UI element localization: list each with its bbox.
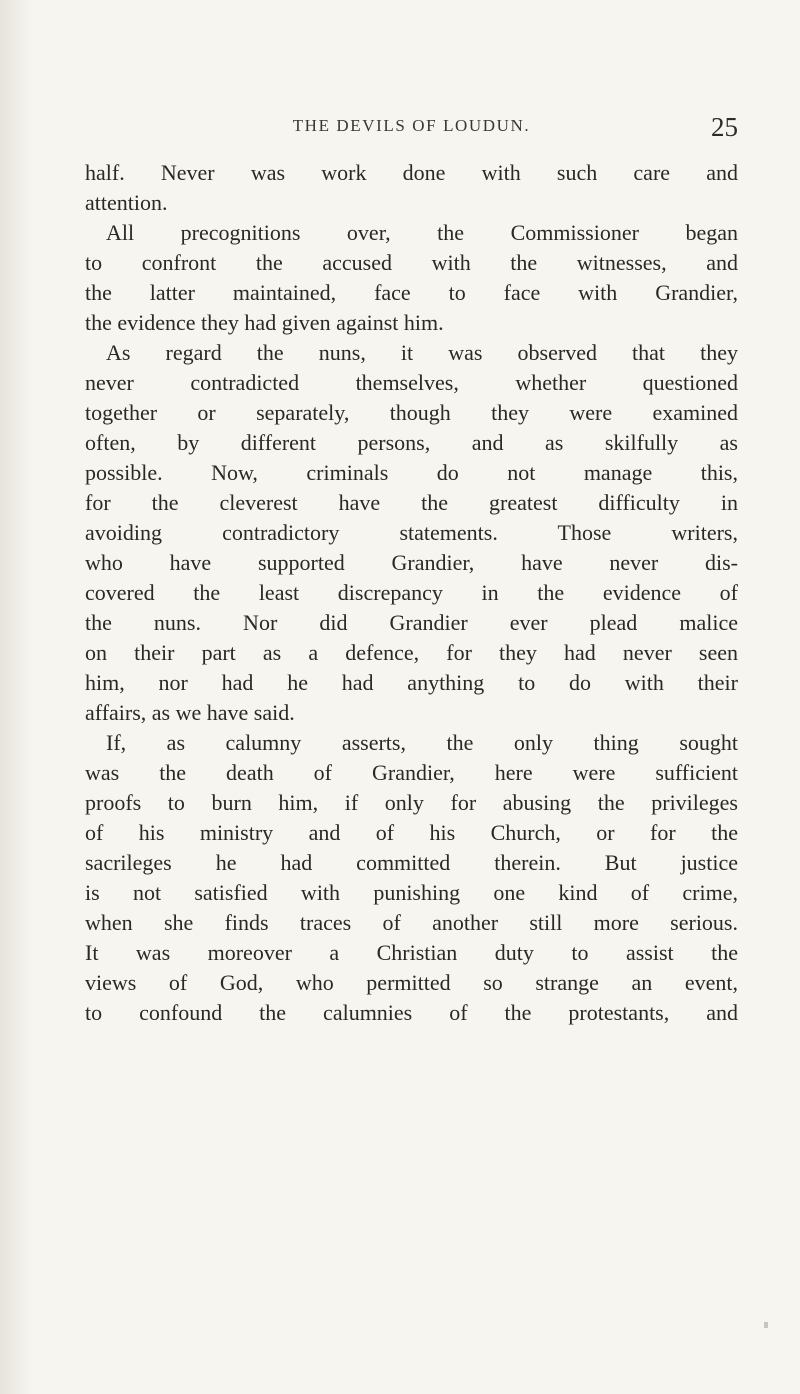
page-edge-shadow bbox=[0, 0, 34, 1394]
text-line: If, as calumny asserts, the only thing sought bbox=[106, 730, 738, 755]
text-line: All precognitions over, the Commissioner began bbox=[106, 220, 738, 245]
running-head bbox=[85, 114, 738, 144]
text-line: avoiding contradictory statements. Those writers, bbox=[85, 520, 738, 545]
text-line: As regard the nuns, it was observed that they bbox=[106, 340, 738, 365]
text-line: together or separately, though they were examined bbox=[85, 400, 738, 425]
text-line: views of God, who permitted so strange an event, bbox=[85, 970, 738, 995]
text-line: who have supported Grandier, have never dis- bbox=[85, 550, 738, 575]
text-line: of his ministry and of his Church, or for the bbox=[85, 820, 738, 845]
text-line: sacrileges he had committed therein. But justice bbox=[85, 850, 738, 875]
text-line: to confront the accused with the witnesses, and bbox=[85, 250, 738, 275]
text-line: when she finds traces of another still more serious. bbox=[85, 910, 738, 935]
text-line: the latter maintained, face to face with Grandier, bbox=[85, 280, 738, 305]
body-text bbox=[85, 158, 738, 1028]
paper-speck bbox=[764, 1322, 768, 1328]
text-line: was the death of Grandier, here were sufficient bbox=[85, 760, 738, 785]
text-line: is not satisfied with punishing one kind of crime, bbox=[85, 880, 738, 905]
running-title: THE DEVILS OF LOUDUN. bbox=[292, 116, 531, 135]
text-line: attention. bbox=[85, 190, 168, 215]
text-line: proofs to burn him, if only for abusing the privileges bbox=[85, 790, 738, 815]
text-line: possible. Now, criminals do not manage this, bbox=[85, 460, 738, 485]
text-line: affairs, as we have said. bbox=[85, 700, 295, 725]
text-line: never contradicted themselves, whether questioned bbox=[85, 370, 738, 395]
text-line: the evidence they had given against him. bbox=[85, 310, 444, 335]
text-line: to confound the calumnies of the protestants, and bbox=[85, 1000, 738, 1025]
text-line: covered the least discrepancy in the evidence of bbox=[85, 580, 738, 605]
text-line: for the cleverest have the greatest difficulty in bbox=[85, 490, 738, 515]
page-number: 25 bbox=[711, 112, 738, 142]
text-line: half. Never was work done with such care and bbox=[85, 160, 738, 185]
text-line: the nuns. Nor did Grandier ever plead malice bbox=[85, 610, 738, 635]
text-line: often, by different persons, and as skilfully as bbox=[85, 430, 738, 455]
text-line: on their part as a defence, for they had never seen bbox=[85, 640, 738, 665]
text-line: him, nor had he had anything to do with their bbox=[85, 670, 738, 695]
text-line: It was moreover a Christian duty to assist the bbox=[85, 940, 738, 965]
